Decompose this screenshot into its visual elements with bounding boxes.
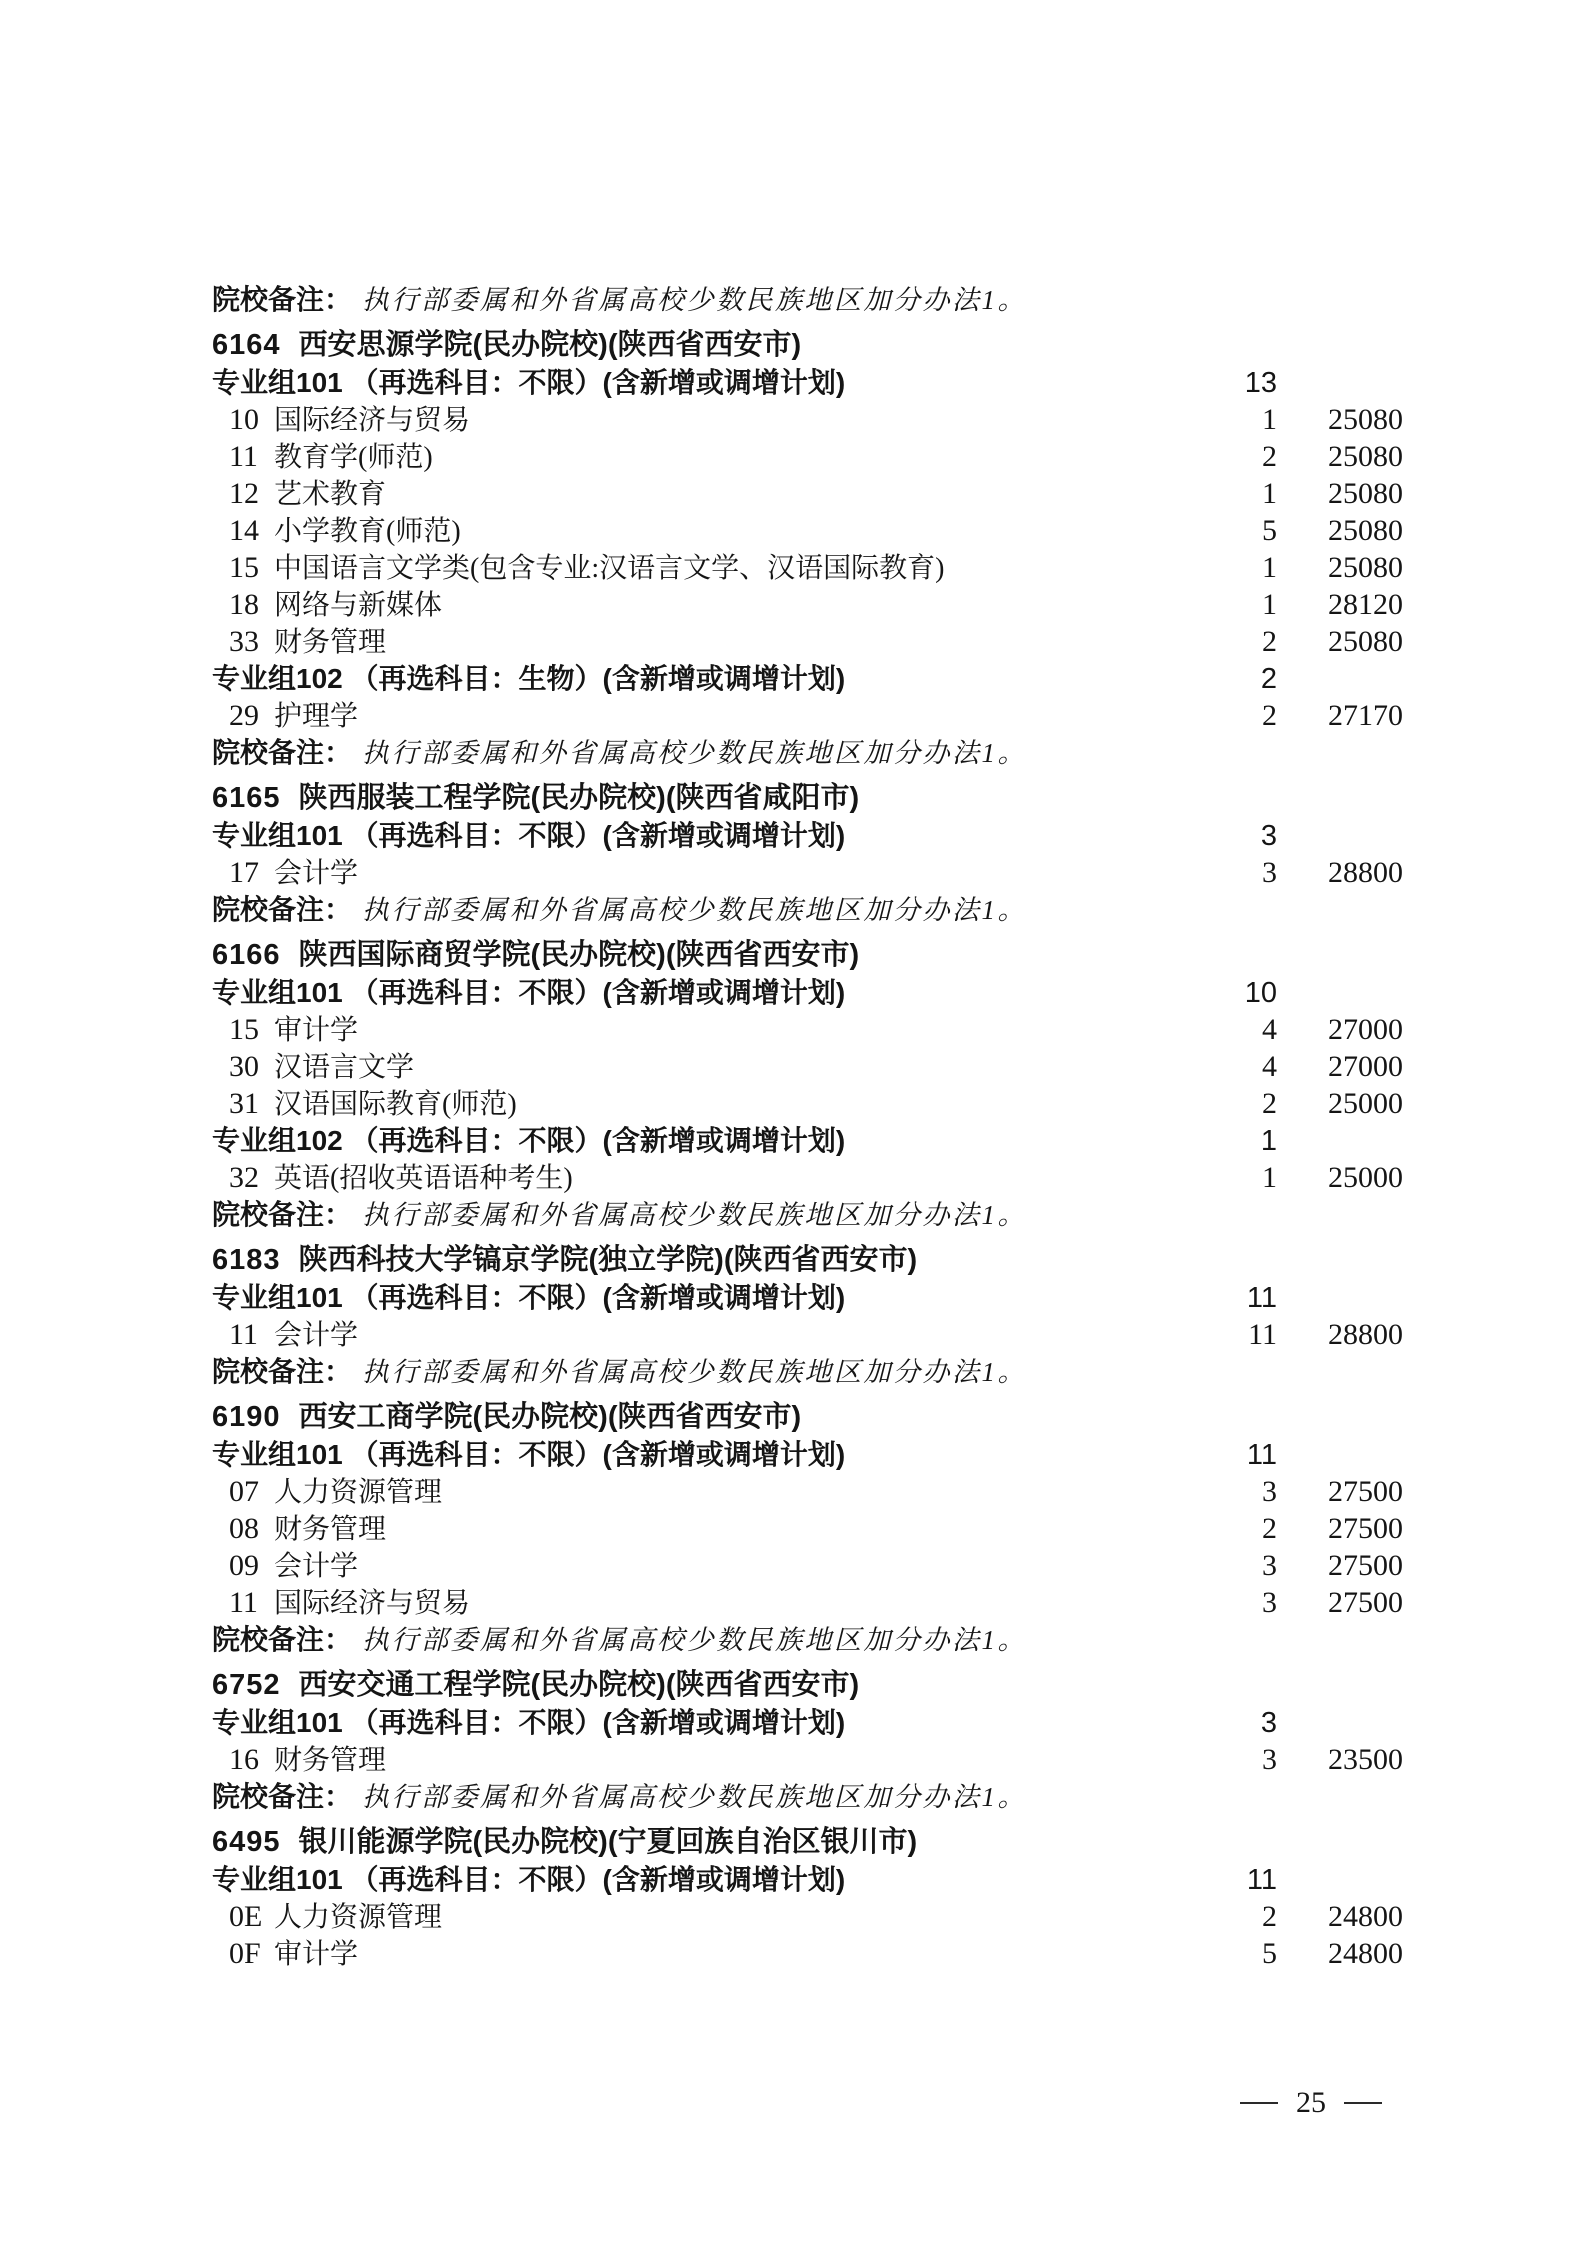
major-tuition-fee: 25080 [1328,477,1403,510]
major-row [212,854,1403,891]
major-plan-count: 2 [1262,625,1277,658]
school-note-label: 院校备注： [212,894,353,925]
major-tuition-fee: 27000 [1328,1050,1403,1083]
major-plan-count: 2 [1262,1900,1277,1933]
school-note [212,1778,1403,1815]
major-group-plan-count: 13 [1244,367,1277,399]
major-name: 会计学 [274,1551,359,1582]
school-note [212,734,1403,771]
major-name: 财务管理 [274,1514,387,1545]
major-code: 17 [229,856,259,889]
major-group-header [212,1436,1403,1473]
page-content [212,281,1403,1972]
major-code: 0E [229,1900,263,1933]
major-group-title: 专业组101 （再选科目：不限）(含新增或调增计划) [212,820,846,851]
major-row [212,1085,1403,1122]
school-note [212,891,1403,928]
major-group-title: 专业组101 （再选科目：不限）(含新增或调增计划) [212,1864,846,1895]
major-group-header [212,1861,1403,1898]
major-name: 中国语言文学类(包含专业:汉语言文学、汉语国际教育) [274,553,945,584]
school-note-text: 执行部委属和外省属高校少数民族地区加分办法1。 [362,1357,1028,1387]
major-plan-count: 2 [1262,699,1277,732]
major-row [212,1547,1403,1584]
school-code: 6183 [212,1244,281,1276]
school-name: 陕西国际商贸学院(民办院校)(陕西省西安市) [298,939,860,971]
school-header [212,1399,1403,1436]
major-name: 国际经济与贸易 [274,405,471,436]
school-code: 6495 [212,1826,281,1858]
major-code: 07 [229,1475,259,1508]
school-note-label: 院校备注： [212,1781,353,1812]
major-tuition-fee: 27500 [1328,1512,1403,1545]
major-plan-count: 3 [1262,856,1277,889]
footer-dash-right [1344,2102,1382,2104]
major-name: 教育学(师范) [274,442,433,473]
school-note-label: 院校备注： [212,1199,353,1230]
major-tuition-fee: 25080 [1328,551,1403,584]
major-name: 会计学 [274,858,359,889]
major-name: 网络与新媒体 [274,590,443,621]
school-note-text: 执行部委属和外省属高校少数民族地区加分办法1。 [362,1782,1028,1812]
major-group-plan-count: 1 [1260,1125,1277,1157]
school-note [212,1353,1403,1390]
major-group-header [212,364,1403,401]
major-tuition-fee: 24800 [1328,1900,1403,1933]
school-note-text: 执行部委属和外省属高校少数民族地区加分办法1。 [362,895,1028,925]
major-tuition-fee: 25080 [1328,625,1403,658]
major-row [212,1473,1403,1510]
major-tuition-fee: 24800 [1328,1937,1403,1970]
major-name: 英语(招收英语语种考生) [274,1163,573,1194]
major-plan-count: 3 [1262,1549,1277,1582]
school-note-text: 执行部委属和外省属高校少数民族地区加分办法1。 [362,1200,1028,1230]
school-header [212,780,1403,817]
major-tuition-fee: 25080 [1328,440,1403,473]
school-note [212,1621,1403,1658]
major-name: 艺术教育 [274,479,387,510]
major-group-title: 专业组101 （再选科目：不限）(含新增或调增计划) [212,1282,846,1313]
major-tuition-fee: 28800 [1328,1318,1403,1351]
major-tuition-fee: 27000 [1328,1013,1403,1046]
major-plan-count: 3 [1262,1586,1277,1619]
school-header [212,937,1403,974]
major-plan-count: 2 [1262,440,1277,473]
major-group-title: 专业组101 （再选科目：不限）(含新增或调增计划) [212,367,846,398]
major-code: 14 [229,514,259,547]
school-header [212,1242,1403,1279]
page-footer [1240,2086,1382,2120]
major-tuition-fee: 25000 [1328,1087,1403,1120]
major-plan-count: 1 [1262,477,1277,510]
major-group-title: 专业组101 （再选科目：不限）(含新增或调增计划) [212,1439,846,1470]
major-row [212,1159,1403,1196]
major-plan-count: 1 [1262,403,1277,436]
major-plan-count: 4 [1262,1013,1277,1046]
major-code: 15 [229,1013,259,1046]
major-code: 16 [229,1743,259,1776]
major-name: 人力资源管理 [274,1902,443,1933]
major-tuition-fee: 25000 [1328,1161,1403,1194]
major-code: 10 [229,403,259,436]
major-name: 财务管理 [274,627,387,658]
school-code: 6190 [212,1401,281,1433]
major-plan-count: 5 [1262,1937,1277,1970]
school-header [212,1824,1403,1861]
major-tuition-fee: 27500 [1328,1475,1403,1508]
major-group-plan-count: 10 [1244,977,1277,1009]
major-row [212,549,1403,586]
major-code: 09 [229,1549,259,1582]
school-note-label: 院校备注： [212,284,353,315]
major-group-plan-count: 2 [1260,663,1277,695]
major-code: 15 [229,551,259,584]
school-name: 西安交通工程学院(民办院校)(陕西省西安市) [298,1669,860,1701]
major-group-plan-count: 11 [1246,1864,1277,1896]
major-group-header [212,660,1403,697]
major-code: 08 [229,1512,259,1545]
major-row [212,401,1403,438]
major-plan-count: 11 [1248,1318,1277,1351]
major-code: 31 [229,1087,259,1120]
major-code: 11 [229,1586,258,1619]
major-tuition-fee: 27500 [1328,1586,1403,1619]
school-note [212,1196,1403,1233]
major-group-header [212,817,1403,854]
school-name: 西安思源学院(民办院校)(陕西省西安市) [298,329,802,361]
major-tuition-fee: 25080 [1328,403,1403,436]
major-name: 国际经济与贸易 [274,1588,471,1619]
school-name: 陕西服装工程学院(民办院校)(陕西省咸阳市) [298,782,860,814]
major-row [212,512,1403,549]
major-name: 人力资源管理 [274,1477,443,1508]
major-plan-count: 4 [1262,1050,1277,1083]
major-plan-count: 2 [1262,1087,1277,1120]
major-code: 32 [229,1161,259,1194]
major-group-header [212,1279,1403,1316]
major-row [212,1510,1403,1547]
school-note-label: 院校备注： [212,1356,353,1387]
major-row [212,1741,1403,1778]
major-group-plan-count: 3 [1260,820,1277,852]
major-group-title: 专业组102 （再选科目：不限）(含新增或调增计划) [212,1125,846,1156]
major-tuition-fee: 27170 [1328,699,1403,732]
school-note-text: 执行部委属和外省属高校少数民族地区加分办法1。 [362,738,1028,768]
major-name: 审计学 [274,1939,359,1970]
school-code: 6166 [212,939,281,971]
page-number: 25 [1296,2086,1326,2119]
school-name: 陕西科技大学镐京学院(独立学院)(陕西省西安市) [298,1244,918,1276]
school-header [212,327,1403,364]
major-row [212,1584,1403,1621]
major-group-title: 专业组101 （再选科目：不限）(含新增或调增计划) [212,1707,846,1738]
major-code: 12 [229,477,259,510]
major-tuition-fee: 25080 [1328,514,1403,547]
major-row [212,438,1403,475]
school-name: 银川能源学院(民办院校)(宁夏回族自治区银川市) [298,1826,918,1858]
major-group-header [212,1122,1403,1159]
major-code: 18 [229,588,259,621]
school-code: 6165 [212,782,281,814]
major-row [212,1048,1403,1085]
school-note-label: 院校备注： [212,1624,353,1655]
school-header [212,1667,1403,1704]
major-code: 11 [229,440,258,473]
major-name: 汉语国际教育(师范) [274,1089,517,1120]
major-group-plan-count: 11 [1246,1439,1277,1471]
major-row [212,586,1403,623]
major-plan-count: 1 [1262,588,1277,621]
major-code: 11 [229,1318,258,1351]
major-plan-count: 1 [1262,551,1277,584]
school-name: 西安工商学院(民办院校)(陕西省西安市) [298,1401,802,1433]
footer-dash-left [1240,2102,1278,2104]
major-group-plan-count: 3 [1260,1707,1277,1739]
major-name: 汉语言文学 [274,1052,415,1083]
major-group-header [212,974,1403,1011]
school-note-text: 执行部委属和外省属高校少数民族地区加分办法1。 [362,1625,1028,1655]
major-tuition-fee: 27500 [1328,1549,1403,1582]
major-plan-count: 2 [1262,1512,1277,1545]
major-plan-count: 5 [1262,514,1277,547]
major-code: 0F [229,1937,261,1970]
major-name: 审计学 [274,1015,359,1046]
major-row [212,697,1403,734]
major-group-title: 专业组102 （再选科目：生物）(含新增或调增计划) [212,663,846,694]
major-group-plan-count: 11 [1246,1282,1277,1314]
school-note-label: 院校备注： [212,737,353,768]
major-tuition-fee: 28800 [1328,856,1403,889]
major-name: 护理学 [274,701,359,732]
major-code: 29 [229,699,259,732]
major-group-title: 专业组101 （再选科目：不限）(含新增或调增计划) [212,977,846,1008]
major-name: 会计学 [274,1320,359,1351]
major-plan-count: 3 [1262,1743,1277,1776]
major-row [212,1011,1403,1048]
school-note-text: 执行部委属和外省属高校少数民族地区加分办法1。 [362,285,1028,315]
major-tuition-fee: 28120 [1328,588,1403,621]
major-row [212,623,1403,660]
major-row [212,475,1403,512]
major-name: 小学教育(师范) [274,516,461,547]
major-row [212,1316,1403,1353]
major-name: 财务管理 [274,1745,387,1776]
major-code: 30 [229,1050,259,1083]
schools-list [212,327,1403,1972]
major-tuition-fee: 23500 [1328,1743,1403,1776]
major-group-header [212,1704,1403,1741]
major-plan-count: 3 [1262,1475,1277,1508]
major-row [212,1898,1403,1935]
major-code: 33 [229,625,259,658]
continued-school-note [212,281,1403,318]
major-plan-count: 1 [1262,1161,1277,1194]
school-code: 6752 [212,1669,281,1701]
major-row [212,1935,1403,1972]
school-code: 6164 [212,329,281,361]
